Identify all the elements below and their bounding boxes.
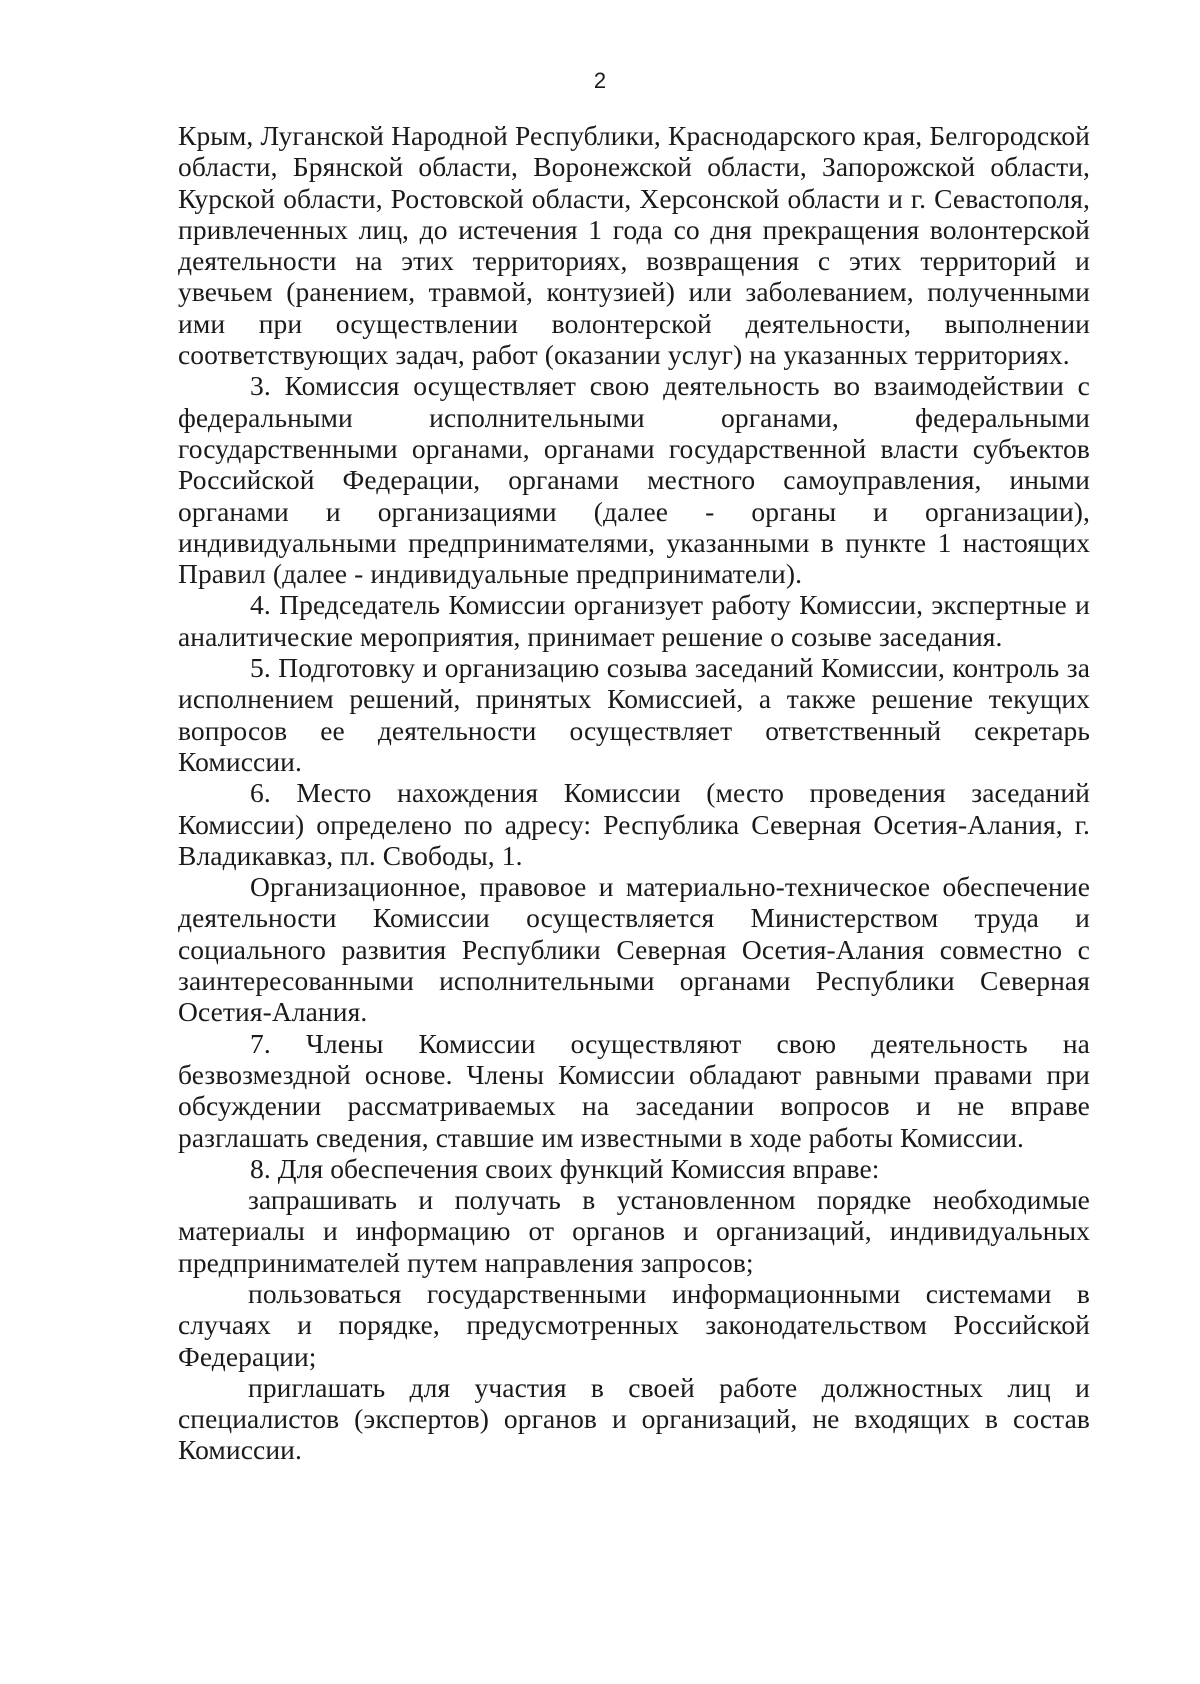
paragraph-continuation: Крым, Луганской Народной Республики, Краснодарского края, Белгородской области, Брянской области, Воронежской области, Запорожской области, Курской области, Ростовской области, Херсонской области и г. Севастополя, привлеченных лиц, до истечения 1 года со дня прекращения волонтерской деятельности на этих территориях, возвращения с этих территорий и увечьем (ранением, травмой, контузией) или заболеванием, полученными ими при осуществлении волонтерской деятельности, выполнении соответствующих задач, работ (оказании услуг) на указанных территориях. (178, 120, 1090, 371)
paragraph-item-4: 4. Председатель Комиссии организует работу Комиссии, экспертные и аналитические мероприятия, принимает решение о созыве заседания. (178, 589, 1090, 652)
paragraph-item-6-support: Организационное, правовое и материально-техническое обеспечение деятельности Комиссии осуществляется Министерством труда и социального развития Республики Северная Осетия-Алания совместно с заинтересованными исполнительными органами Республики Северная Осетия-Алания. (178, 871, 1090, 1028)
paragraph-item-6: 6. Место нахождения Комиссии (место проведения заседаний Комиссии) определено по адресу: Республика Северная Осетия-Алания, г. Владикавказ, пл. Свободы, 1. (178, 777, 1090, 871)
paragraph-item-3: 3. Комиссия осуществляет свою деятельность во взаимодействии с федеральными исполнительными органами, федеральными государственными органами, органами государственной власти субъектов Российской Федерации, органами местного самоуправления, иными органами и организациями (далее - органы и организации), индивидуальными предпринимателями, указанными в пункте 1 настоящих Правил (далее - индивидуальные предприниматели). (178, 370, 1090, 590)
page-number: 2 (593, 68, 607, 93)
paragraph-item-8-use-systems: пользоваться государственными информационными системами в случаях и порядке, предусмотренных законодательством Российской Федерации; (178, 1277, 1090, 1372)
document-body (178, 120, 1090, 1466)
paragraph-item-8-invite-experts: приглашать для участия в своей работе должностных лиц и специалистов (экспертов) органов и организаций, не входящих в состав Комиссии. (178, 1371, 1090, 1466)
paragraph-item-7: 7. Члены Комиссии осуществляют свою деятельность на безвозмездной основе. Члены Комиссии обладают равными правами при обсуждении рассматриваемых на заседании вопросов и не вправе разглашать сведения, ставшие им известными в ходе работы Комиссии. (178, 1027, 1090, 1153)
paragraph-item-5: 5. Подготовку и организацию созыва заседаний Комиссии, контроль за исполнением решений, принятых Комиссией, а также решение текущих вопросов ее деятельности осуществляет ответственный секретарь Комиссии. (178, 652, 1090, 777)
paragraph-item-8-request-materials: запрашивать и получать в установленном порядке необходимые материалы и информацию от органов и организаций, индивидуальных предпринимателей путем направления запросов; (178, 1184, 1090, 1278)
paragraph-item-8: 8. Для обеспечения своих функций Комиссия вправе: (250, 1152, 880, 1184)
